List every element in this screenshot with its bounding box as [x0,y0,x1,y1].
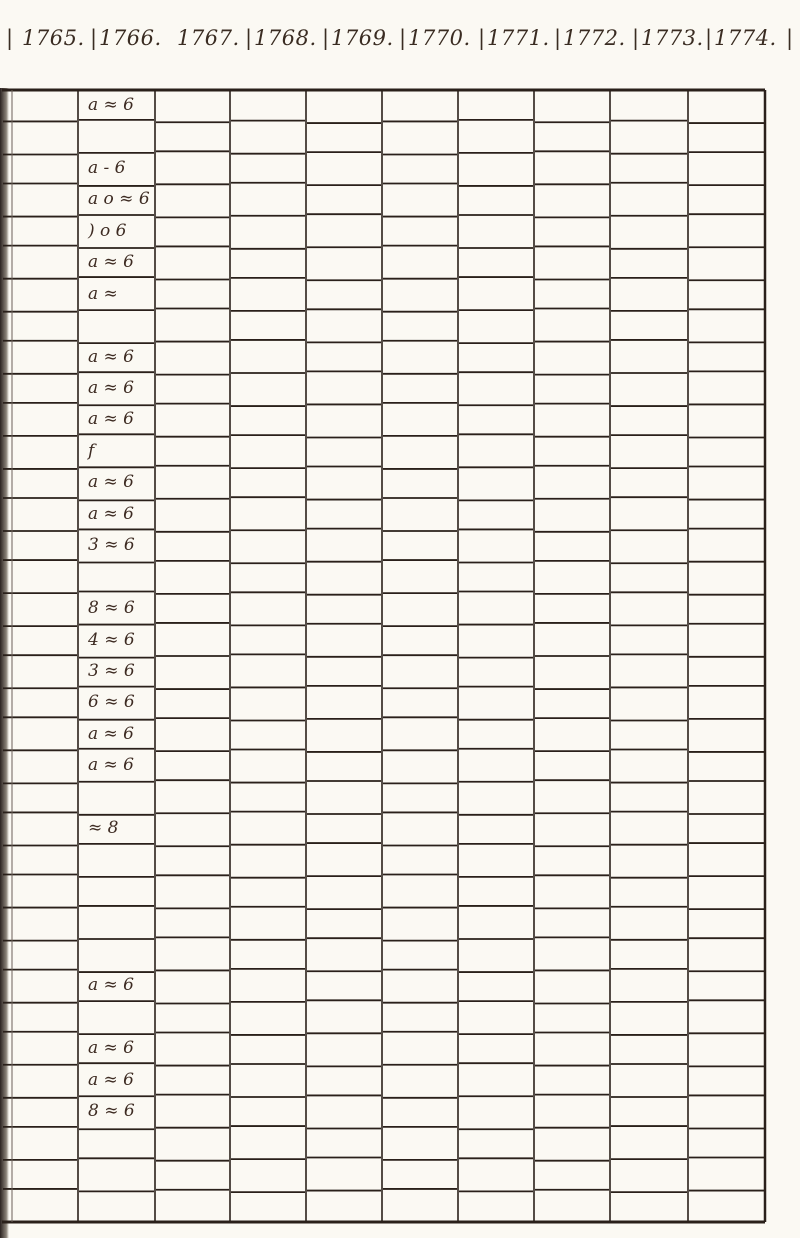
ledger-entry: a ≈ 6 [88,346,135,367]
header-rule: | [705,26,713,50]
ledger-entry: a - 6 [88,157,126,178]
year-1771: 1771. [487,26,550,50]
header-rule: | [632,26,640,50]
ledger-entry: a ≈ [88,283,118,304]
header-rule: | [245,26,253,50]
ledger-entry: 4 ≈ 6 [88,629,135,650]
ledger-entry: 3 ≈ 6 [88,535,135,556]
year-1770: 1770. [408,26,471,50]
ledger-entry: a ≈ 6 [88,723,135,744]
year-1766: 1766. [99,26,162,50]
year-1769: 1769. [331,26,394,50]
ledger-entry: f [88,440,95,461]
header-rule: | [399,26,407,50]
year-1774: 1774. [714,26,777,50]
ledger-entry: a ≈ 6 [88,975,135,996]
ledger-entry: 8 ≈ 6 [88,1101,135,1122]
ledger-entry: a ≈ 6 [88,755,135,776]
ledger-entry: 3 ≈ 6 [88,661,135,681]
ledger-entry: a ≈ 6 [88,378,135,398]
ledger-entry: a ≈ 6 [88,472,135,493]
ledger-entry: ) o 6 [88,220,127,241]
ledger-entry: a ≈ 6 [88,1038,135,1059]
ledger-entry: a ≈ 6 [88,95,135,115]
header-rule: | [6,26,14,50]
header-rule: | [786,26,794,50]
ledger-entry: a ≈ 6 [88,252,135,273]
header-rule: | [478,26,486,50]
header-rule: | [90,26,98,50]
year-1767: 1767. [177,26,240,50]
ledger-entry: 8 ≈ 6 [88,598,135,619]
ledger-entry: a ≈ 6 [88,409,135,430]
year-1768: 1768. [254,26,317,50]
header-rule: | [554,26,562,50]
year-1765: 1765. [22,26,85,50]
header-rule: | [322,26,330,50]
ledger-entry: 6 ≈ 6 [88,692,135,713]
ledger-entry: a ≈ 6 [88,1069,135,1090]
ledger-entry: a ≈ 6 [88,503,135,524]
year-1773: 1773. [641,26,704,50]
ledger-entry: a o ≈ 6 [88,189,150,210]
ledger-entry: ≈ 8 [88,818,119,839]
year-1772: 1772. [563,26,626,50]
